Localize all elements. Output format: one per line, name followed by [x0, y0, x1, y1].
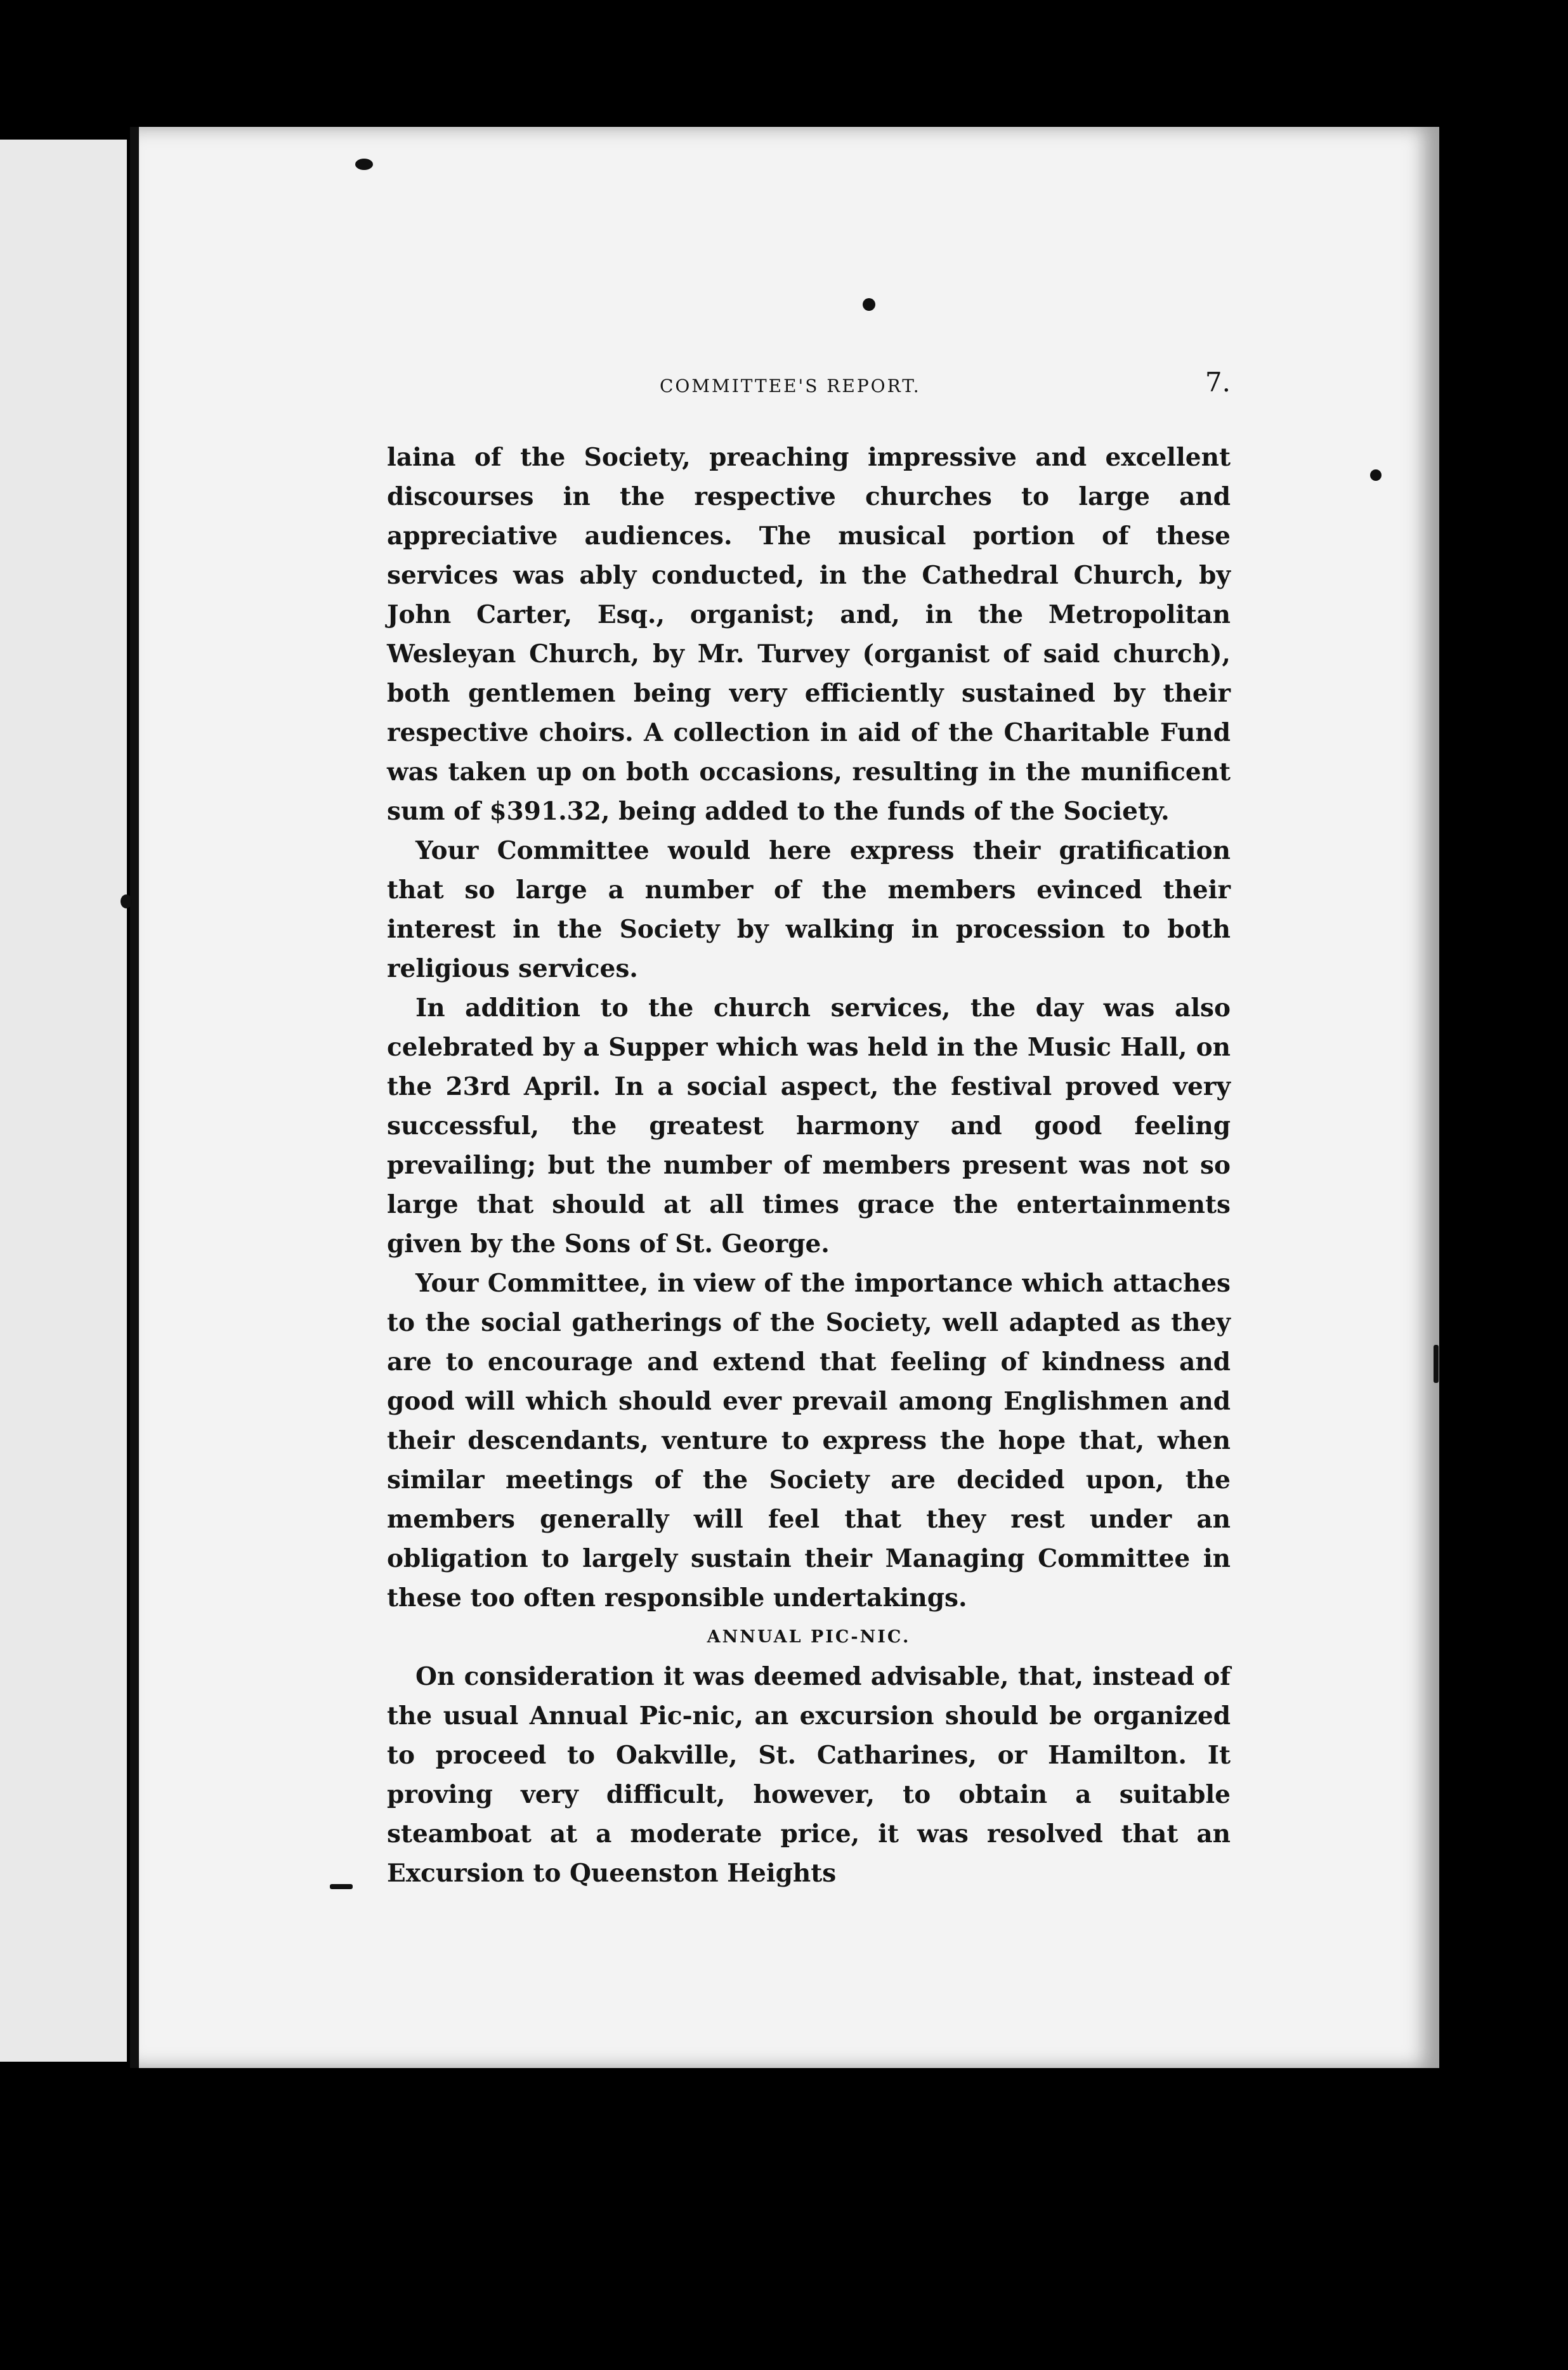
page-header: [660, 367, 1231, 407]
scan-speck: [1370, 469, 1382, 481]
page-body: [387, 438, 1231, 1893]
paragraph-4: Your Committee, in view of the importance which attaches to the social gatherings of the Society, well adapted as they are to encourage and extend that feeling of kindness and good will which should ever prevail among Englishmen and their descendants, venture to express the hope that, when similar meetings of the Society are decided upon, the members generally will feel that they rest under an obligation to largely sustain their Managing Committee in these too often responsible undertakings.: [387, 1269, 1231, 1613]
paragraph-1: laina of the Society, preaching impressive and excellent discourses in the respective churches to large and appreciative audiences. The musical portion of these services was ably conducted, in the Cathedral Church, by John Carter, Esq., organist; and, in the Metropolitan Wesleyan Church, by Mr. Turvey (organist of said church), both gentlemen being very efficiently sustained by their respective choirs. A collection in aid of the Charitable Fund was taken up on both occasions, resulting in the munificent sum of $391.32, being added to the funds of the Society.: [387, 443, 1231, 826]
scan-speck: [121, 894, 132, 908]
scan-speck: [1434, 1345, 1439, 1383]
scan-speck: [863, 298, 875, 311]
page-number: 7.: [1205, 367, 1231, 398]
section-paragraph: On consideration it was deemed advisable, that, instead of the usual Annual Pic-nic, an excursion should be organized to proceed to Oakville, St. Catharines, or Hamilton. It proving very difficult, however, to obtain a suitable steamboat at a moderate price, it was resolved that an Excursion to Queenston Heights: [387, 1662, 1231, 1888]
paragraph-3: In addition to the church services, the day was also celebrated by a Supper which was held in the Music Hall, on the 23rd April. In a social aspect, the festival proved very successful, the greatest harmony and good feeling prevailing; but the number of members present was not so large that should at all times grace the entertainments given by the Sons of St. George.: [387, 993, 1231, 1259]
paragraph-2: Your Committee would here express their gratification that so large a number of the members evinced their interest in the Society by walking in procession to both religious services.: [387, 836, 1231, 983]
section-heading: ANNUAL PIC-NIC.: [707, 1627, 911, 1647]
scan-speck: [330, 1884, 353, 1889]
left-page-edge: [0, 140, 127, 2062]
scan-speck: [355, 159, 373, 170]
running-header: COMMITTEE'S REPORT.: [660, 376, 921, 396]
